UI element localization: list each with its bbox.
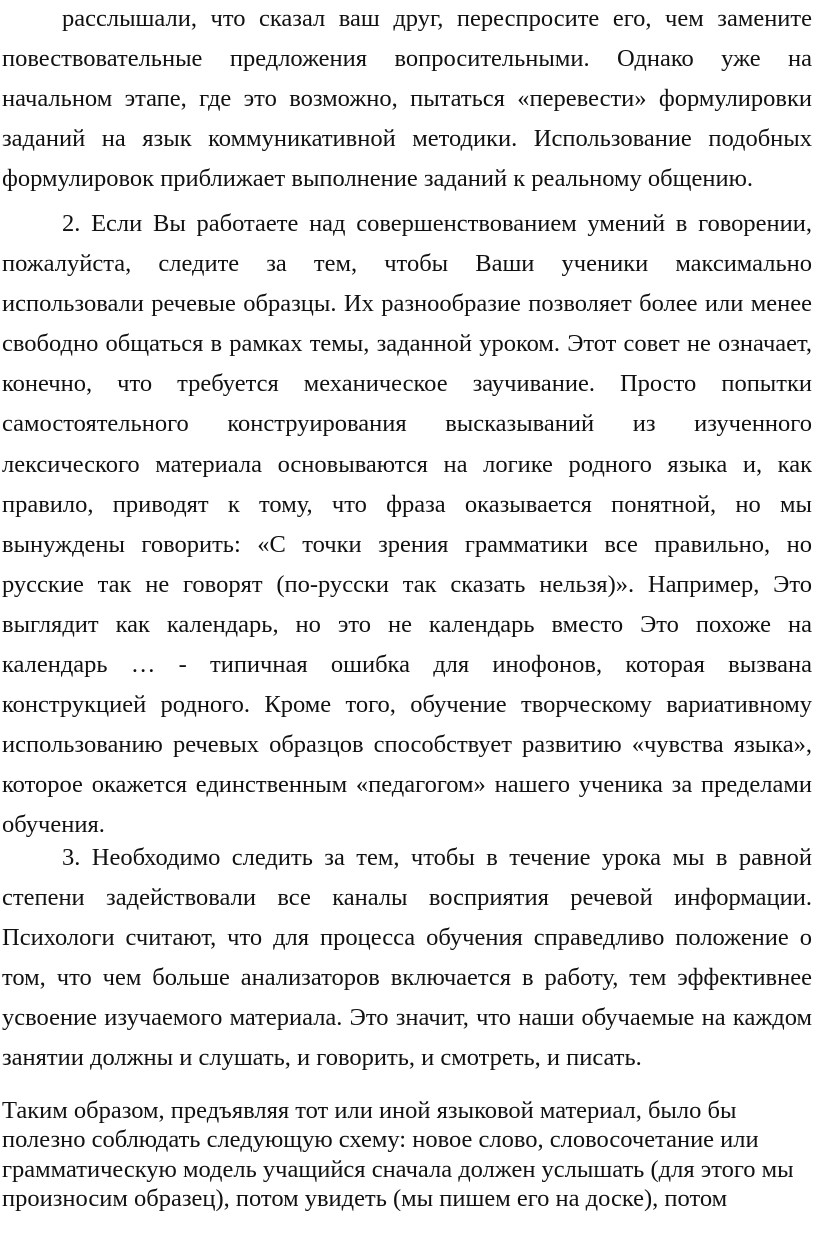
paragraph-point-2: 2. Если Вы работаете над совершенствованием умений в говорении, пожалуйста, следите за тем, чтобы Ваши ученики максимально использовали речевые образцы. Их разнообразие позволяет более или менее свободно общаться в рамках темы, заданной уроком. Этот совет не означает, конечно, что требуется механическое заучивание. Просто попытки самостоятельного конструирования высказываний из изученного лексического материала основываются на логике родного языка и, как правило, приводят к тому, что фраза оказывается понятной, но мы вынуждены говорить: «С точки зрения грамматики все правильно, но русские так не говорят (по-русски так сказать нельзя)». Например, Это выглядит как календарь, но это не календарь вместо Это похоже на календарь … - типичная ошибка для инофонов, которая вызвана конструкцией родного. Кроме того, обучение творческому вариативному использованию речевых образцов способствует развитию «чувства языка», которое окажется единственным «педагогом» нашего ученика за пределами обучения.: [2, 210, 812, 839]
paragraph-point-3: 3. Необходимо следить за тем, чтобы в течение урока мы в равной степени задействовали все каналы восприятия речевой информации. Психологи считают, что для процесса обучения справедливо положение о том, что чем больше анализаторов включается в работу, тем эффективнее усвоение изучаемого материала. Это значит, что наши обучаемые на каждом занятии должны и слушать, и говорить, и смотреть, и писать.: [2, 844, 812, 1072]
paragraph-conclusion: Таким образом, предъявляя тот или иной языковой материал, было бы полезно соблюдать следующую схему: новое слово, словосочетание или грамматическую модель учащийся сначала должен услышать (для этого мы произносим образец), потом увидеть (мы пишем его на доске), потом: [2, 1097, 794, 1212]
paragraph-intro-continuation: расслышали, что сказал ваш друг, переспросите его, чем замените повествовательные предложения вопросительными. Однако уже на начальном этапе, где это возможно, пытаться «перевести» формулировки заданий на язык коммуникативной методики. Использование подобных формулировок приближает выполнение заданий к реальному общению.: [2, 5, 812, 193]
